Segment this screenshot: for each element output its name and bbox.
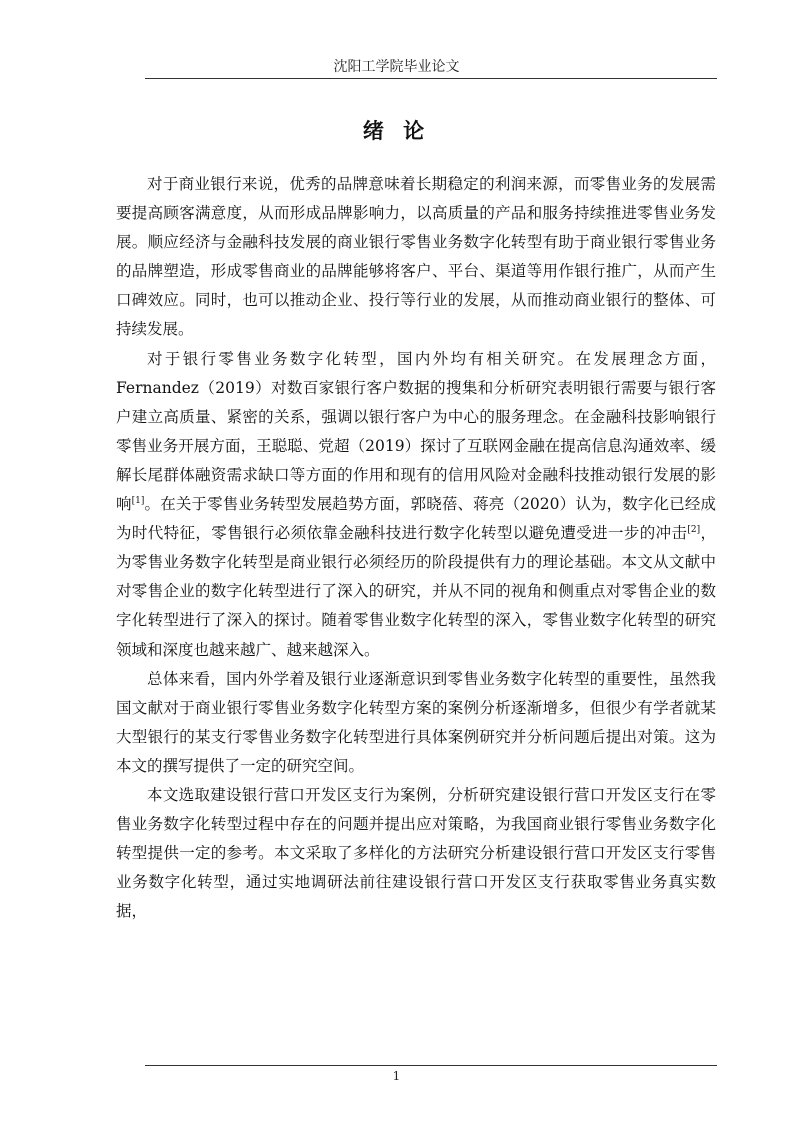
page-number: 1 bbox=[392, 1069, 401, 1083]
header-divider bbox=[145, 78, 717, 79]
citation-1: [1] bbox=[131, 496, 145, 507]
paragraph-2-part-3: ，为零售业务数字化转型是商业银行必须经历的阶段提供有力的理论基础。本文从文献中对零售企业的数字化转型进行了深入的研究，并从不同的视角和侧重点对零售企业的数字化转型进行了深入的探讨。随着零售业数字化转型的深入，零售业数字化转型的研究领域和深度也越来越广、越来越深入。 bbox=[116, 524, 716, 659]
paragraph-2-part-2: 。在关于零售业务转型发展趋势方面，郭晓蓓、蒋亮（2020）认为，数字化已经成为时代特征，零售银行必须依靠金融科技进行数字化转型以避免遭受进一步的冲击 bbox=[116, 495, 716, 543]
paragraph-1: 对于商业银行来说，优秀的品牌意味着长期稳定的利润来源，而零售业务的发展需要提高顾客满意度，从而形成品牌影响力，以高质量的产品和服务持续推进零售业务发展。顺应经济与金融科技发展的商业银行零售业务数字化转型有助于商业银行零售业务的品牌塑造，形成零售商业的品牌能够将客户、平台、渠道等用作银行推广，从而产生口碑效应。同时，也可以推动企业、投行等行业的发展，从而推动商业银行的整体、可持续发展。 bbox=[116, 175, 716, 339]
paragraph-4: 本文选取建设银行营口开发区支行为案例，分析研究建设银行营口开发区支行在零售业务数字化转型过程中存在的问题并提出应对策略，为我国商业银行零售业务数字化转型提供一定的参考。本文采取了多样化的方法研究分析建设银行营口开发区支行零售业务数字化转型，通过实地调研法前往建设银行营口开发区支行获取零售业务真实数据， bbox=[116, 785, 716, 921]
paragraph-2 bbox=[116, 345, 716, 665]
section-title: 绪 论 bbox=[362, 118, 431, 143]
running-header: 沈阳工学院毕业论文 bbox=[333, 59, 460, 75]
body-text bbox=[116, 170, 716, 926]
footer-divider bbox=[145, 1065, 717, 1066]
paragraph-2-part-1: 对于银行零售业务数字化转型，国内外均有相关研究。在发展理念方面，Fernandez（2019）对数百家银行客户数据的搜集和分析研究表明银行需要与银行客户建立高质量、紧密的关系，强调以银行客户为中心的服务理念。在金融科技影响银行零售业务开展方面，王聪聪、党超（2019）探讨了互联网金融在提高信息沟通效率、缓解长尾群体融资需求缺口等方面的作用和现有的信用风险对金融科技推动银行发展的影响 bbox=[116, 349, 716, 514]
citation-2: [2] bbox=[687, 525, 701, 536]
paragraph-3: 总体来看，国内外学着及银行业逐渐意识到零售业务数字化转型的重要性，虽然我国文献对于商业银行零售业务数字化转型方案的案例分析逐渐增多，但很少有学者就某大型银行的某支行零售业务数字化转型进行具体案例研究并分析问题后提出对策。这为本文的撰写提供了一定的研究空间。 bbox=[116, 669, 716, 775]
